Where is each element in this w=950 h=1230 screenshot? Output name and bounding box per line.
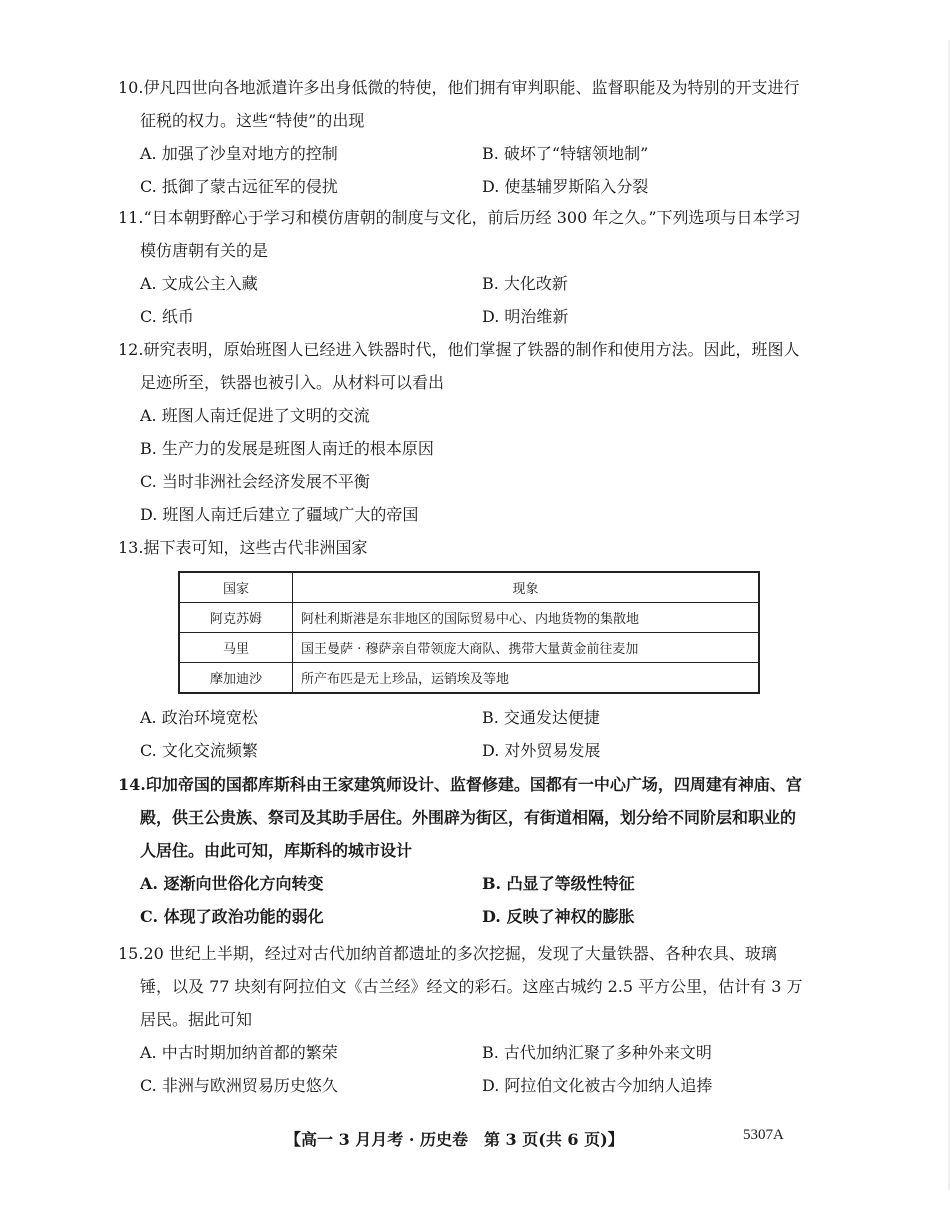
option-c: C. 体现了政治功能的弱化: [140, 907, 324, 926]
question-number: 15.: [118, 944, 144, 963]
question-13: [118, 531, 808, 564]
option-a: A. 文成公主入藏: [140, 274, 258, 293]
table-header-row: [179, 572, 759, 603]
question-text: 研究表明，原始班图人已经进入铁器时代，他们掌握了铁器的制作和使用方法。因此，班图人足迹所至，铁器也被引入。从材料可以看出: [140, 340, 800, 392]
question-stem: [118, 71, 808, 137]
question-10: [118, 71, 808, 203]
options-grid: [118, 1036, 808, 1102]
question-stem: [118, 768, 808, 867]
question-12: [118, 333, 808, 531]
table-header-phenomenon: 现象: [293, 572, 760, 603]
question-14: [118, 768, 808, 933]
table-cell: 马里: [179, 633, 293, 663]
table-row: [179, 663, 759, 694]
option-d: D. 明治维新: [482, 307, 569, 326]
option-c: C. 文化交流频繁: [140, 741, 258, 760]
options-grid: [118, 867, 808, 933]
table-cell: 所产布匹是无上珍品，运销埃及等地: [293, 663, 760, 694]
question-text: 伊凡四世向各地派遣许多出身低微的特使，他们拥有审判职能、监督职能及为特别的开支进行征税的权力。这些“特使”的出现: [140, 78, 800, 130]
data-table: [178, 571, 760, 694]
option-d: D. 班图人南迁后建立了疆域广大的帝国: [140, 505, 419, 524]
question-number: 11.: [118, 208, 144, 227]
question-number: 13.: [118, 538, 144, 557]
page-footer: 【高一 3 月月考 · 历史卷 第 3 页(共 6 页)】: [285, 1130, 624, 1149]
table-row: [179, 633, 759, 663]
option-c: C. 当时非洲社会经济发展不平衡: [140, 472, 370, 491]
options-list: [118, 399, 808, 531]
paper-code: 5307A: [743, 1127, 784, 1143]
option-d: D. 对外贸易发展: [482, 741, 601, 760]
question-number: 14.: [118, 775, 146, 794]
question-number: 12.: [118, 340, 144, 359]
question-text: “日本朝野醉心于学习和模仿唐朝的制度与文化，前后历经 300 年之久。”下列选项与日本学习模仿唐朝有关的是: [140, 208, 801, 260]
table-row: [179, 603, 759, 633]
question-text: 据下表可知，这些古代非洲国家: [143, 538, 368, 557]
table-cell: 阿杜利斯港是东非地区的国际贸易中心、内地货物的集散地: [293, 603, 760, 633]
options-grid: [118, 137, 808, 203]
table-cell: 国王曼萨 · 穆萨亲自带领庞大商队、携带大量黄金前往麦加: [293, 633, 760, 663]
option-b: B. 交通发达便捷: [482, 708, 600, 727]
option-c: C. 非洲与欧洲贸易历史悠久: [140, 1076, 338, 1095]
question-11: [118, 201, 808, 333]
question-text: 印加帝国的国都库斯科由王家建筑师设计、监督修建。国都有一中心广场，四周建有神庙、宫殿，供王公贵族、祭司及其助手居住。外围辟为街区，有街道相隔，划分给不同阶层和职业的人居住。由此可知，库斯科的城市设计: [140, 775, 802, 860]
question-15: [118, 937, 808, 1102]
option-b: B. 大化改新: [482, 274, 568, 293]
options-grid: [118, 267, 808, 333]
question-number: 10.: [118, 78, 144, 97]
options-grid: [118, 701, 808, 767]
option-b: B. 古代加纳汇聚了多种外来文明: [482, 1043, 712, 1062]
table-cell: 阿克苏姆: [179, 603, 293, 633]
option-a: A. 加强了沙皇对地方的控制: [140, 144, 338, 163]
question-stem: [118, 531, 808, 564]
option-d: D. 反映了神权的膨胀: [482, 907, 635, 926]
option-a: A. 逐渐向世俗化方向转变: [140, 874, 324, 893]
table-cell: 摩加迪沙: [179, 663, 293, 694]
option-d: D. 阿拉伯文化被古今加纳人追捧: [482, 1076, 713, 1095]
option-b: B. 凸显了等级性特征: [482, 874, 635, 893]
option-d: D. 使基辅罗斯陷入分裂: [482, 177, 649, 196]
question-text: 20 世纪上半期，经过对古代加纳首都遗址的多次挖掘，发现了大量铁器、各种农具、玻璃锤，以及 77 块刻有阿拉伯文《古兰经》经文的彩石。这座古城约 2.5 平方公里，估计有 3 万居民。据此可知: [140, 944, 803, 1029]
option-c: C. 抵御了蒙古远征军的侵扰: [140, 177, 338, 196]
question-13-options: [118, 701, 808, 767]
option-b: B. 生产力的发展是班图人南迁的根本原因: [140, 439, 434, 458]
question-stem: [118, 333, 808, 399]
option-a: A. 政治环境宽松: [140, 708, 258, 727]
question-stem: [118, 937, 808, 1036]
option-b: B. 破坏了“特辖领地制”: [482, 144, 649, 163]
question-stem: [118, 201, 808, 267]
option-a: A. 班图人南迁促进了文明的交流: [140, 406, 370, 425]
option-a: A. 中古时期加纳首都的繁荣: [140, 1043, 338, 1062]
option-c: C. 纸币: [140, 307, 194, 326]
table-header-country: 国家: [179, 572, 293, 603]
